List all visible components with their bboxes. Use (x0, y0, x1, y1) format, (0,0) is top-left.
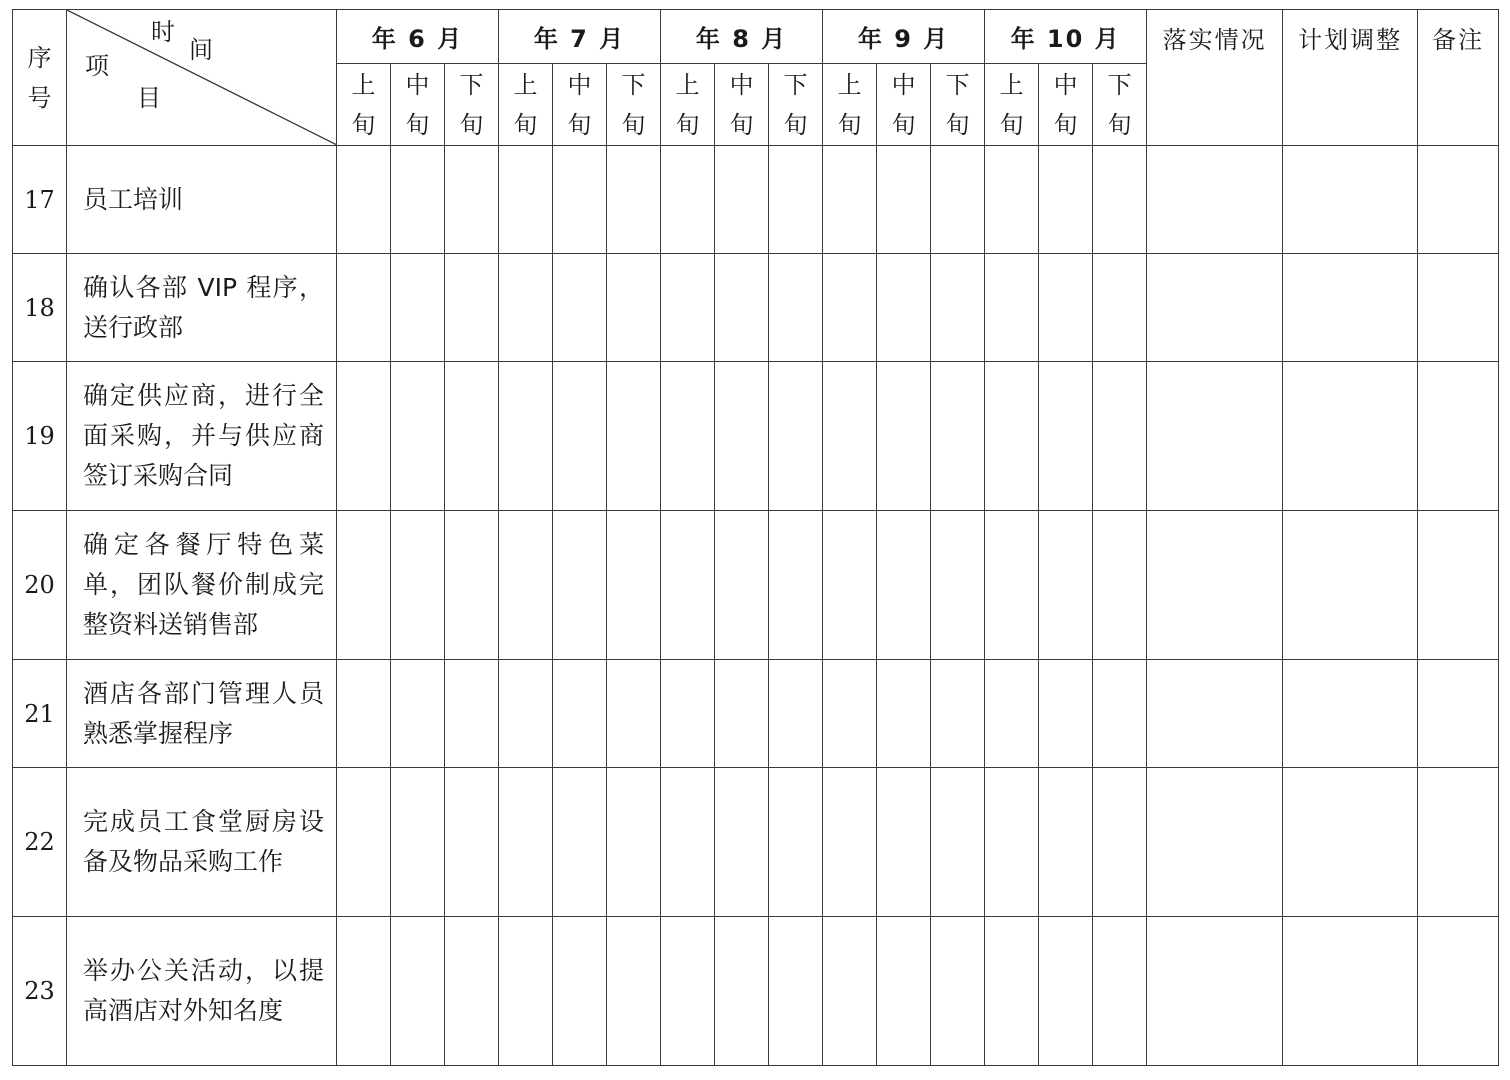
schedule-cell[interactable] (931, 146, 985, 254)
schedule-cell[interactable] (1093, 254, 1147, 362)
schedule-cell[interactable] (391, 362, 445, 511)
xun-header-char: 旬 (1107, 110, 1132, 139)
schedule-cell[interactable] (337, 146, 391, 254)
row-item: 确认各部 VIP 程序，送行政部 (67, 254, 337, 362)
schedule-cell[interactable] (1039, 917, 1093, 1066)
schedule-cell[interactable] (337, 362, 391, 511)
schedule-cell[interactable] (1093, 146, 1147, 254)
plan-adjustment-cell[interactable] (1283, 917, 1418, 1066)
seq-header-char: 序 (27, 43, 52, 72)
xun-header-char: 旬 (891, 110, 916, 139)
schedule-cell[interactable] (391, 917, 445, 1066)
schedule-cell[interactable] (661, 146, 715, 254)
schedule-cell[interactable] (877, 254, 931, 362)
schedule-cell[interactable] (391, 768, 445, 917)
schedule-cell[interactable] (1039, 362, 1093, 511)
schedule-cell[interactable] (553, 254, 607, 362)
xun-header-char: 下 (621, 70, 646, 99)
remarks-cell[interactable] (1418, 768, 1499, 917)
schedule-cell[interactable] (661, 768, 715, 917)
schedule-cell[interactable] (337, 768, 391, 917)
schedule-cell[interactable] (337, 254, 391, 362)
schedule-cell[interactable] (499, 511, 553, 660)
schedule-cell[interactable] (661, 254, 715, 362)
schedule-cell[interactable] (1093, 362, 1147, 511)
extra-column-label: 计划调整 (1298, 26, 1403, 54)
diag-label-time-1: 时 (151, 18, 175, 46)
row-number: 23 (13, 917, 67, 1066)
schedule-cell[interactable] (661, 511, 715, 660)
seq-header (13, 10, 67, 146)
implementation-cell[interactable] (1147, 917, 1283, 1066)
xun-header-char: 旬 (621, 110, 646, 139)
xun-header (661, 64, 715, 146)
remarks-cell[interactable] (1418, 660, 1499, 768)
schedule-cell[interactable] (499, 917, 553, 1066)
schedule-cell[interactable] (1093, 917, 1147, 1066)
diag-label-item-1: 项 (85, 52, 109, 80)
xun-header (337, 64, 391, 146)
schedule-cell[interactable] (499, 254, 553, 362)
implementation-cell[interactable] (1147, 660, 1283, 768)
row-number: 22 (13, 768, 67, 917)
xun-header-char: 下 (783, 70, 808, 99)
schedule-cell[interactable] (445, 511, 499, 660)
remarks-cell[interactable] (1418, 917, 1499, 1066)
schedule-cell[interactable] (1093, 768, 1147, 917)
implementation-cell[interactable] (1147, 511, 1283, 660)
schedule-cell[interactable] (445, 254, 499, 362)
plan-adjustment-cell[interactable] (1283, 146, 1418, 254)
month-header: 年 10 月 (985, 10, 1147, 64)
schedule-cell[interactable] (715, 146, 769, 254)
schedule-cell[interactable] (445, 917, 499, 1066)
schedule-cell[interactable] (985, 511, 1039, 660)
xun-header-char: 中 (567, 70, 592, 99)
schedule-cell[interactable] (985, 768, 1039, 917)
xun-header-char: 旬 (1053, 110, 1078, 139)
schedule-cell[interactable] (1093, 660, 1147, 768)
table-row (13, 768, 1499, 917)
schedule-cell[interactable] (823, 362, 877, 511)
xun-header-char: 上 (999, 70, 1024, 99)
schedule-table (12, 9, 1499, 1066)
xun-header (391, 64, 445, 146)
remarks-cell[interactable] (1418, 511, 1499, 660)
xun-header-char: 中 (891, 70, 916, 99)
row-item: 完成员工食堂厨房设备及物品采购工作 (67, 768, 337, 917)
remarks-cell[interactable] (1418, 146, 1499, 254)
schedule-cell[interactable] (391, 511, 445, 660)
extra-column-header (1283, 10, 1418, 146)
extra-column-header (1147, 10, 1283, 146)
xun-header-char: 下 (945, 70, 970, 99)
remarks-cell[interactable] (1418, 362, 1499, 511)
extra-column-label: 备注 (1432, 26, 1485, 54)
xun-header (823, 64, 877, 146)
schedule-cell[interactable] (391, 660, 445, 768)
schedule-cell[interactable] (769, 660, 823, 768)
time-item-diagonal-header (67, 10, 337, 146)
table-row (13, 146, 1499, 254)
schedule-cell[interactable] (445, 660, 499, 768)
schedule-cell[interactable] (823, 917, 877, 1066)
xun-header-char: 上 (675, 70, 700, 99)
schedule-cell[interactable] (553, 511, 607, 660)
extra-column-header (1418, 10, 1499, 146)
schedule-cell[interactable] (769, 917, 823, 1066)
schedule-cell[interactable] (985, 254, 1039, 362)
xun-header (607, 64, 661, 146)
row-item: 举办公关活动，以提高酒店对外知名度 (67, 917, 337, 1066)
xun-header (499, 64, 553, 146)
plan-adjustment-cell[interactable] (1283, 511, 1418, 660)
xun-header-char: 上 (351, 70, 376, 99)
schedule-cell[interactable] (715, 917, 769, 1066)
schedule-cell[interactable] (715, 660, 769, 768)
row-item: 员工培训 (67, 146, 337, 254)
xun-header-char: 中 (729, 70, 754, 99)
schedule-cell[interactable] (823, 511, 877, 660)
schedule-cell[interactable] (337, 917, 391, 1066)
schedule-cell[interactable] (553, 146, 607, 254)
xun-header-char: 旬 (513, 110, 538, 139)
xun-header-char: 下 (459, 70, 484, 99)
implementation-cell[interactable] (1147, 768, 1283, 917)
schedule-cell[interactable] (607, 917, 661, 1066)
plan-adjustment-cell[interactable] (1283, 254, 1418, 362)
month-header: 年 7 月 (499, 10, 661, 64)
remarks-cell[interactable] (1418, 254, 1499, 362)
schedule-cell[interactable] (1093, 511, 1147, 660)
schedule-cell[interactable] (931, 511, 985, 660)
xun-header (445, 64, 499, 146)
diag-label-time-2: 间 (189, 36, 213, 64)
xun-header (769, 64, 823, 146)
schedule-cell[interactable] (391, 146, 445, 254)
schedule-cell[interactable] (607, 146, 661, 254)
schedule-cell[interactable] (445, 146, 499, 254)
schedule-cell[interactable] (769, 768, 823, 917)
schedule-cell[interactable] (607, 254, 661, 362)
schedule-cell[interactable] (877, 768, 931, 917)
xun-header-char: 上 (837, 70, 862, 99)
row-item: 酒店各部门管理人员熟悉掌握程序 (67, 660, 337, 768)
schedule-cell[interactable] (823, 768, 877, 917)
xun-header-char: 旬 (405, 110, 430, 139)
xun-header-char: 下 (1107, 70, 1132, 99)
schedule-cell[interactable] (499, 362, 553, 511)
schedule-cell[interactable] (553, 660, 607, 768)
xun-header-char: 旬 (459, 110, 484, 139)
schedule-cell[interactable] (985, 917, 1039, 1066)
xun-header-char: 旬 (837, 110, 862, 139)
xun-header-char: 旬 (351, 110, 376, 139)
schedule-cell[interactable] (931, 768, 985, 917)
schedule-cell[interactable] (499, 660, 553, 768)
xun-header-char: 中 (405, 70, 430, 99)
schedule-cell[interactable] (1039, 768, 1093, 917)
xun-header-char: 旬 (729, 110, 754, 139)
schedule-cell[interactable] (715, 362, 769, 511)
row-number: 18 (13, 254, 67, 362)
schedule-cell[interactable] (715, 254, 769, 362)
month-header: 年 6 月 (337, 10, 499, 64)
table-row (13, 362, 1499, 511)
row-number: 19 (13, 362, 67, 511)
schedule-cell[interactable] (661, 660, 715, 768)
row-item: 确定供应商，进行全面采购，并与供应商签订采购合同 (67, 362, 337, 511)
schedule-cell[interactable] (391, 254, 445, 362)
schedule-cell[interactable] (985, 660, 1039, 768)
schedule-cell[interactable] (931, 917, 985, 1066)
xun-header (553, 64, 607, 146)
schedule-cell[interactable] (337, 660, 391, 768)
xun-header (877, 64, 931, 146)
schedule-cell[interactable] (823, 146, 877, 254)
schedule-cell[interactable] (661, 362, 715, 511)
schedule-cell[interactable] (877, 511, 931, 660)
schedule-cell[interactable] (607, 511, 661, 660)
schedule-cell[interactable] (877, 660, 931, 768)
schedule-cell[interactable] (931, 660, 985, 768)
schedule-cell[interactable] (553, 362, 607, 511)
xun-header-char: 旬 (567, 110, 592, 139)
schedule-cell[interactable] (931, 362, 985, 511)
schedule-cell[interactable] (553, 768, 607, 917)
schedule-cell[interactable] (445, 362, 499, 511)
schedule-cell[interactable] (769, 146, 823, 254)
xun-header (1093, 64, 1147, 146)
schedule-cell[interactable] (769, 362, 823, 511)
schedule-cell[interactable] (607, 768, 661, 917)
header-row-months (13, 10, 1499, 64)
schedule-cell[interactable] (1039, 511, 1093, 660)
schedule-cell[interactable] (985, 146, 1039, 254)
row-number: 17 (13, 146, 67, 254)
schedule-cell[interactable] (877, 362, 931, 511)
schedule-cell[interactable] (1039, 254, 1093, 362)
schedule-cell[interactable] (715, 768, 769, 917)
seq-header-char: 号 (27, 83, 52, 112)
month-header: 年 8 月 (661, 10, 823, 64)
schedule-cell[interactable] (877, 146, 931, 254)
schedule-cell[interactable] (931, 254, 985, 362)
schedule-cell[interactable] (499, 146, 553, 254)
table-row (13, 511, 1499, 660)
table-row (13, 660, 1499, 768)
schedule-cell[interactable] (337, 511, 391, 660)
table-row (13, 254, 1499, 362)
schedule-cell[interactable] (769, 254, 823, 362)
plan-adjustment-cell[interactable] (1283, 660, 1418, 768)
schedule-cell[interactable] (607, 660, 661, 768)
xun-header-char: 旬 (999, 110, 1024, 139)
table-row (13, 917, 1499, 1066)
schedule-cell[interactable] (1039, 660, 1093, 768)
schedule-cell[interactable] (823, 660, 877, 768)
schedule-cell[interactable] (985, 362, 1039, 511)
row-item: 确定各餐厅特色菜单，团队餐价制成完整资料送销售部 (67, 511, 337, 660)
schedule-cell[interactable] (823, 254, 877, 362)
implementation-cell[interactable] (1147, 362, 1283, 511)
schedule-cell[interactable] (445, 768, 499, 917)
schedule-cell[interactable] (877, 917, 931, 1066)
schedule-cell[interactable] (661, 917, 715, 1066)
extra-column-label: 落实情况 (1162, 26, 1267, 54)
plan-adjustment-cell[interactable] (1283, 362, 1418, 511)
row-number: 21 (13, 660, 67, 768)
schedule-cell[interactable] (553, 917, 607, 1066)
implementation-cell[interactable] (1147, 146, 1283, 254)
xun-header (931, 64, 985, 146)
xun-header (715, 64, 769, 146)
row-number: 20 (13, 511, 67, 660)
xun-header (1039, 64, 1093, 146)
month-header: 年 9 月 (823, 10, 985, 64)
plan-adjustment-cell[interactable] (1283, 768, 1418, 917)
xun-header (985, 64, 1039, 146)
xun-header-char: 中 (1053, 70, 1078, 99)
schedule-cell[interactable] (499, 768, 553, 917)
schedule-cell[interactable] (1039, 146, 1093, 254)
schedule-cell[interactable] (607, 362, 661, 511)
schedule-cell[interactable] (715, 511, 769, 660)
diag-label-item-2: 目 (137, 84, 161, 112)
xun-header-char: 上 (513, 70, 538, 99)
implementation-cell[interactable] (1147, 254, 1283, 362)
xun-header-char: 旬 (783, 110, 808, 139)
xun-header-char: 旬 (945, 110, 970, 139)
xun-header-char: 旬 (675, 110, 700, 139)
schedule-cell[interactable] (769, 511, 823, 660)
